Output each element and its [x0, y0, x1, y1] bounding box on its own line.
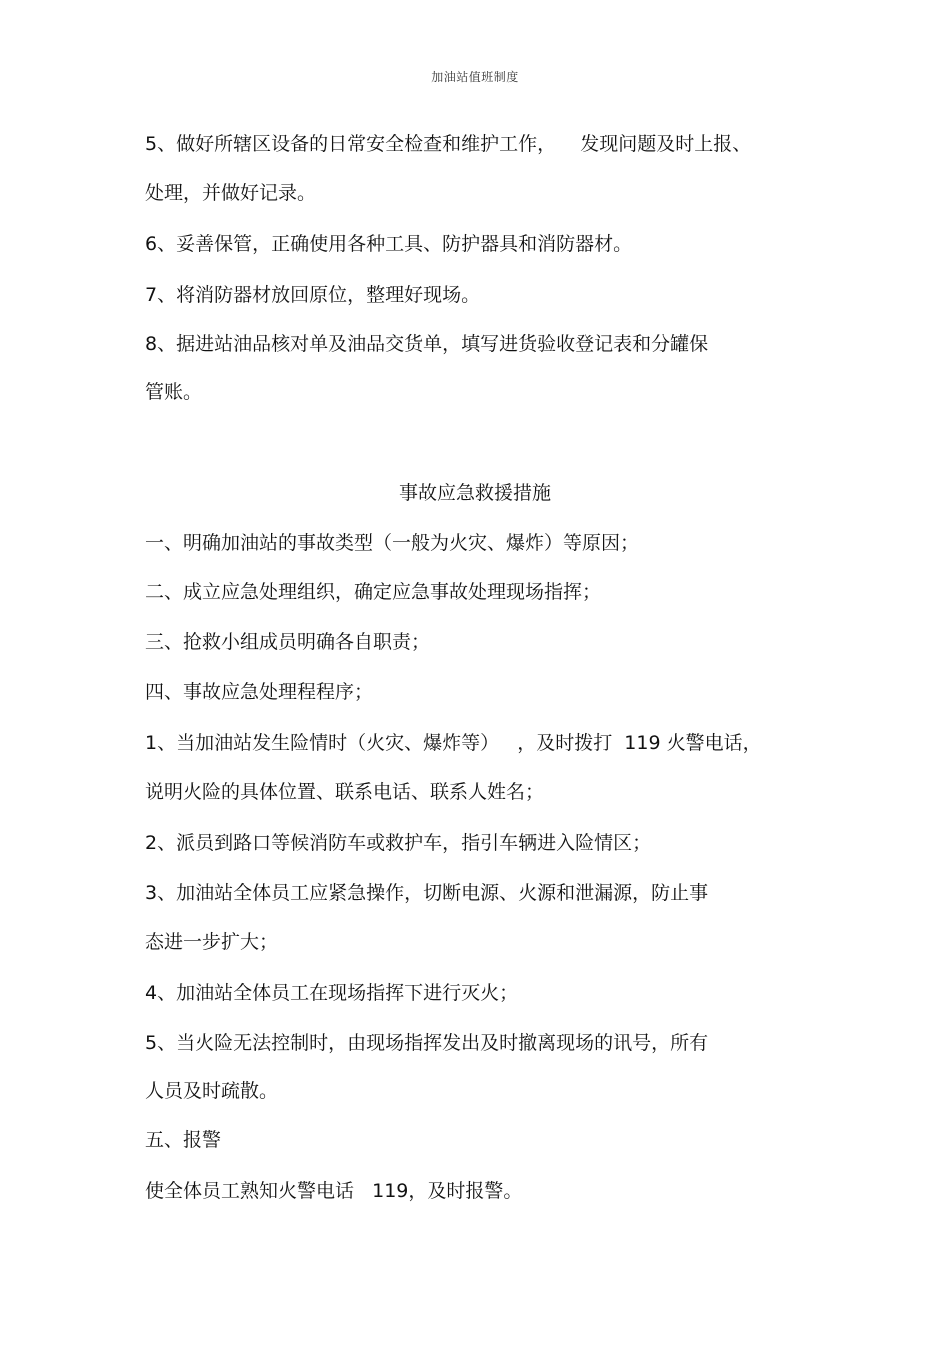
section-title: 事故应急救援措施 [398, 482, 551, 504]
measure-3: 三、抢救小组成员明确各自职责； [145, 631, 431, 653]
duty-item-5-line-1: 5、做好所辖区设备的日常安全检查和维护工作， 发现问题及时上报、 [145, 133, 752, 155]
duty-item-8-line-1: 8、据进站油品核对单及油品交货单，填写进货验收登记表和分罐保 [145, 333, 709, 355]
duty-item-7: 7、将消防器材放回原位，整理好现场。 [145, 284, 481, 306]
measure-4: 四、事故应急处理程程序； [145, 681, 374, 703]
procedure-5-line-2: 人员及时疏散。 [145, 1080, 279, 1102]
procedure-1-line-2: 说明火险的具体位置、联系电话、联系人姓名； [145, 781, 545, 803]
procedure-5-line-1: 5、当火险无法控制时，由现场指挥发出及时撤离现场的讯号，所有 [145, 1032, 709, 1054]
measure-5: 五、报警 [145, 1129, 222, 1151]
duty-item-6: 6、妥善保管，正确使用各种工具、防护器具和消防器材。 [145, 233, 633, 255]
procedure-4: 4、加油站全体员工在现场指挥下进行灭火； [145, 982, 519, 1004]
procedure-1-line-1: 1、当加油站发生险情时（火灾、爆炸等） ，及时拨打 119 火警电话， [145, 732, 762, 754]
procedure-2: 2、派员到路口等候消防车或救护车，指引车辆进入险情区； [145, 832, 652, 854]
alarm-instruction: 使全体员工熟知火警电话 119，及时报警。 [145, 1180, 523, 1202]
duty-item-5-line-2: 处理，并做好记录。 [145, 182, 317, 204]
measure-2: 二、成立应急处理组织，确定应急事故处理现场指挥； [145, 581, 602, 603]
page-header: 加油站值班制度 [431, 70, 519, 84]
duty-item-8-line-2: 管账。 [145, 381, 203, 403]
procedure-3-line-1: 3、加油站全体员工应紧急操作，切断电源、火源和泄漏源，防止事 [145, 882, 709, 904]
measure-1: 一、明确加油站的事故类型（一般为火灾、爆炸）等原因； [145, 532, 640, 554]
procedure-3-line-2: 态进一步扩大； [145, 931, 279, 953]
